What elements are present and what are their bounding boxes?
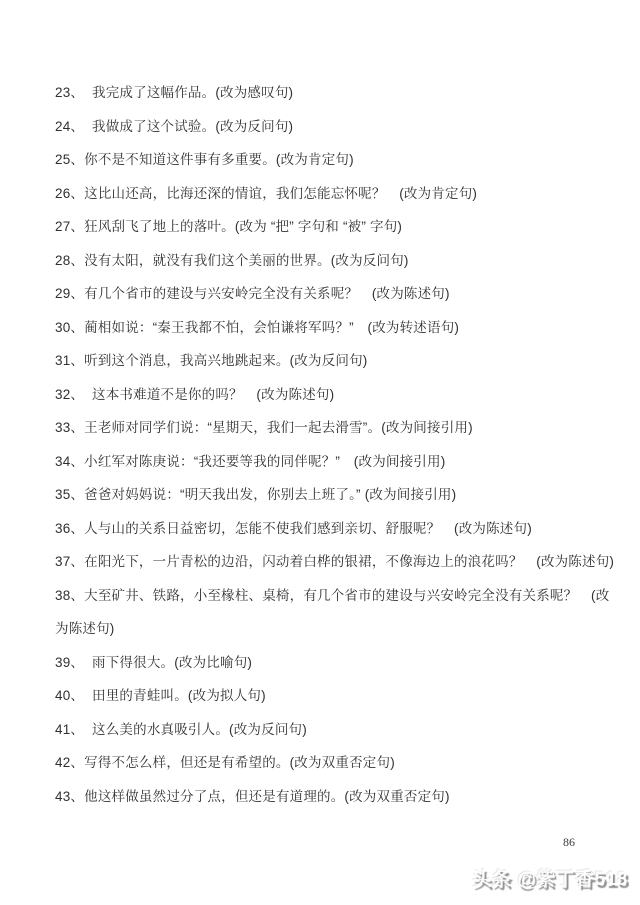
- exercise-line: 25、你不是不知道这件事有多重要。(改为肯定句): [55, 152, 354, 167]
- exercise-line: 27、狂风刮飞了地上的落叶。(改为 “把” 字句和 “被” 字句): [55, 219, 403, 234]
- exercise-line: 34、小红军对陈庚说：“我还要等我的同伴呢？” (改为间接引用): [55, 453, 446, 469]
- exercise-line: 32、 这本书难道不是你的吗？ (改为陈述句): [55, 386, 335, 402]
- exercise-line: 24、 我做成了这个试验。(改为反问句): [55, 118, 294, 134]
- page-number: 86: [563, 835, 575, 849]
- exercise-line: 40、 田里的青蛙叫。(改为拟人句): [55, 688, 266, 703]
- exercise-line: 23、 我完成了这幅作品。(改为感叹句): [55, 85, 294, 100]
- exercise-line: 43、他这样做虽然过分了点，但还是有道理的。(改为双重否定句): [55, 788, 450, 804]
- toutiao-watermark: 头条 @紫丁香518: [472, 869, 628, 890]
- exercise-line: 30、蔺相如说：“秦王我都不怕，会怕谦将军吗？” (改为转述语句): [55, 319, 460, 335]
- exercise-line: 37、在阳光下，一片青松的边沿，闪动着白桦的银裙，不像海边上的浪花吗？ (改为陈述句): [55, 554, 615, 569]
- exercise-line: 42、写得不怎么样，但还是有希望的。(改为双重否定句): [55, 755, 395, 770]
- exercise-line: 39、 雨下得很大。(改为比喻句): [55, 654, 253, 670]
- exercise-line: 28、没有太阳，就没有我们这个美丽的世界。(改为反问句): [55, 252, 409, 268]
- exercise-line: 35、爸爸对妈妈说：“明天我出发，你别去上班了。” (改为间接引用): [55, 487, 457, 502]
- exercise-line: 36、人与山的关系日益密切，怎能不使我们感到亲切、舒服呢？ (改为陈述句): [55, 520, 532, 536]
- exercise-line: 38、大至矿井、铁路，小至椽柱、桌椅，有几个省市的建设与兴安岭完全没有关系呢？ (改: [55, 587, 610, 603]
- exercise-line: 41、 这么美的水真吸引人。(改为反问句): [55, 721, 307, 737]
- exercise-line: 31、听到这个消息，我高兴地跳起来。(改为反问句): [55, 353, 368, 368]
- exercise-line: 为陈述句): [55, 621, 115, 636]
- exercise-line: 29、有几个省市的建设与兴安岭完全没有关系呢？ (改为陈述句): [55, 286, 450, 301]
- exercise-line: 33、王老师对同学们说：“星期天，我们一起去滑雪”。(改为间接引用): [55, 420, 473, 435]
- exercise-line: 26、这比山还高，比海还深的情谊，我们怎能忘怀呢？ (改为肯定句): [55, 185, 478, 201]
- exercise-list: [55, 76, 615, 813]
